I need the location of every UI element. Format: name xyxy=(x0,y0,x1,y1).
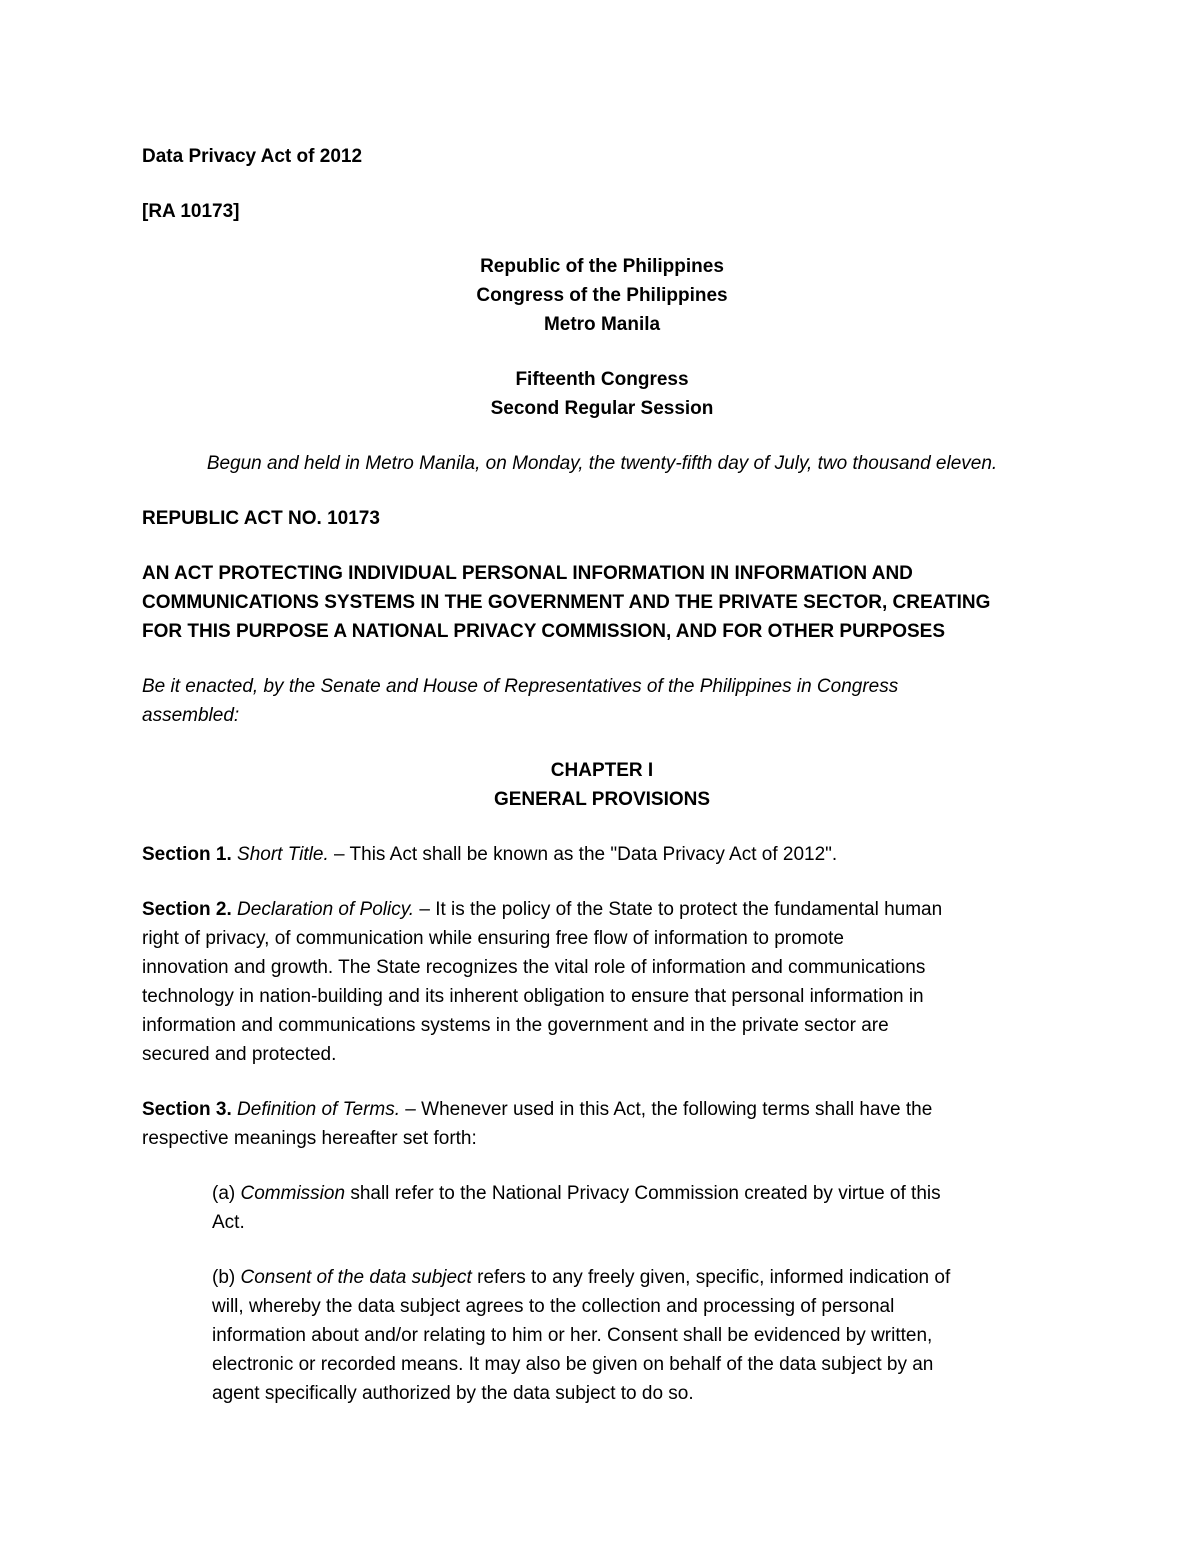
section-text: – It is the policy of the State to protect the fundamental human xyxy=(414,899,943,920)
section-label: Section 2. xyxy=(142,899,232,920)
section-text-line: secured and protected. xyxy=(142,1044,337,1065)
session-congress: Fifteenth Congress xyxy=(515,369,689,390)
section-heading: Definition of Terms. xyxy=(237,1099,401,1120)
chapter-heading xyxy=(142,756,1062,814)
act-title-line: AN ACT PROTECTING INDIVIDUAL PERSONAL INFORMATION IN INFORMATION AND xyxy=(142,563,913,584)
act-title-line: FOR THIS PURPOSE A NATIONAL PRIVACY COMMISSION, AND FOR OTHER PURPOSES xyxy=(142,621,945,642)
definition-text-line: agent specifically authorized by the data subject to do so. xyxy=(212,1383,694,1404)
header-line-location: Metro Manila xyxy=(543,314,661,335)
section-heading: Short Title. xyxy=(237,844,329,865)
chapter-number: CHAPTER I xyxy=(550,760,654,781)
header-line-congress: Congress of the Philippines xyxy=(476,285,728,306)
section-text-line: innovation and growth. The State recognizes the vital role of information and communications xyxy=(142,957,926,978)
defined-term: Commission xyxy=(240,1183,346,1204)
definition-text: shall refer to the National Privacy Commission created by virtue of this xyxy=(345,1183,941,1204)
chapter-name: GENERAL PROVISIONS xyxy=(493,789,711,810)
session-header xyxy=(142,365,1062,423)
document-body xyxy=(142,142,1062,1408)
document-title: Data Privacy Act of 2012 xyxy=(142,146,363,167)
definition-item-b xyxy=(142,1263,1062,1408)
section-text-line: information and communications systems in the government and in the private sector are xyxy=(142,1015,889,1036)
definition-text-line: electronic or recorded means. It may also be given on behalf of the data subject by an xyxy=(212,1354,934,1375)
section-2 xyxy=(142,895,1062,1069)
item-marker: (a) xyxy=(212,1183,236,1204)
act-number: REPUBLIC ACT NO. 10173 xyxy=(142,508,380,529)
item-marker: (b) xyxy=(212,1267,236,1288)
definition-text-line: information about and/or relating to him or her. Consent shall be evidenced by written, xyxy=(212,1325,933,1346)
section-3 xyxy=(142,1095,1062,1153)
enacting-clause xyxy=(142,672,1062,730)
section-heading: Declaration of Policy. xyxy=(237,899,415,920)
definition-text-line: Act. xyxy=(212,1212,245,1233)
section-text: – This Act shall be known as the "Data Privacy Act of 2012". xyxy=(328,844,838,865)
enacting-clause-line: Be it enacted, by the Senate and House of Representatives of the Philippines in Congress xyxy=(142,676,899,697)
ra-reference: [RA 10173] xyxy=(142,201,240,222)
begun-statement: Begun and held in Metro Manila, on Monday, the twenty-fifth day of July, two thousand eleven. xyxy=(206,453,998,474)
header-line-republic: Republic of the Philippines xyxy=(480,256,724,277)
defined-term: Consent of the data subject xyxy=(240,1267,472,1288)
section-label: Section 3. xyxy=(142,1099,232,1120)
section-text-line: technology in nation-building and its inherent obligation to ensure that personal information in xyxy=(142,986,924,1007)
section-text-line: respective meanings hereafter set forth: xyxy=(142,1128,477,1149)
section-text: – Whenever used in this Act, the following terms shall have the xyxy=(400,1099,933,1120)
section-text-line: right of privacy, of communication while ensuring free flow of information to promote xyxy=(142,928,844,949)
session-regular: Second Regular Session xyxy=(490,398,714,419)
act-title xyxy=(142,559,1062,646)
act-title-line: COMMUNICATIONS SYSTEMS IN THE GOVERNMENT AND THE PRIVATE SECTOR, CREATING xyxy=(142,592,991,613)
section-1 xyxy=(142,840,1062,869)
enacting-clause-line: assembled: xyxy=(142,705,240,726)
definition-text: refers to any freely given, specific, informed indication of xyxy=(471,1267,951,1288)
section-label: Section 1. xyxy=(142,844,232,865)
definition-item-a xyxy=(142,1179,1062,1237)
definition-text-line: will, whereby the data subject agrees to the collection and processing of personal xyxy=(212,1296,895,1317)
issuing-body-header xyxy=(142,252,1062,339)
